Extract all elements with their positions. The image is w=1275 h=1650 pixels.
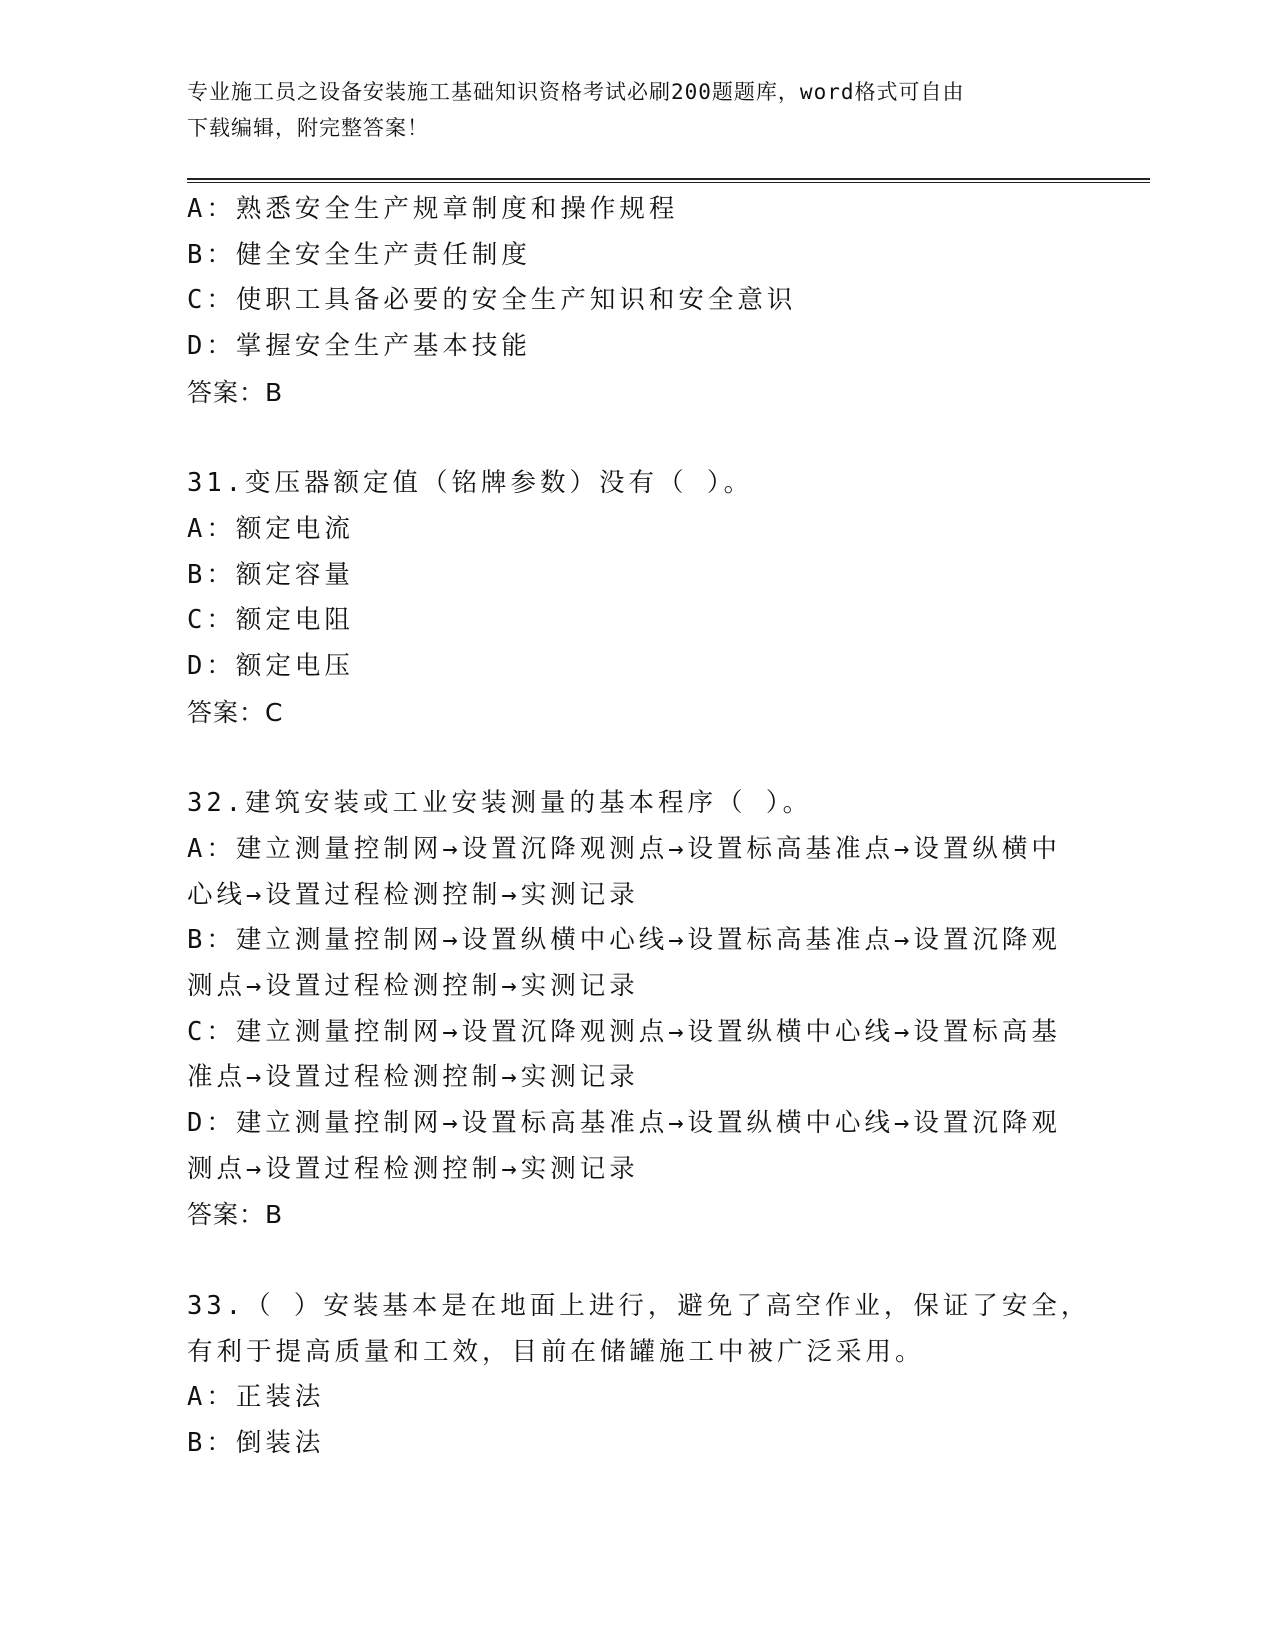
- question-text-line-1: 33.（ ）安装基本是在地面上进行，避免了高空作业，保证了安全，: [187, 1290, 1091, 1321]
- question-content: [187, 187, 1091, 1467]
- option-b-line-1: B：建立测量控制网→设置纵横中心线→设置标高基准点→设置沉降观: [187, 925, 1061, 956]
- header-line-1: 专业施工员之设备安装施工基础知识资格考试必刷200题题库，word格式可自由: [187, 80, 965, 104]
- spacer: [187, 1238, 1087, 1284]
- question-33-block: [187, 1284, 1091, 1467]
- option-a-line-1: A：建立测量控制网→设置沉降观测点→设置标高基准点→设置纵横中: [187, 833, 1061, 864]
- question-text: 32.建筑安装或工业安装测量的基本程序（ ）。: [187, 788, 813, 819]
- option-b: B：倒装法: [187, 1427, 325, 1458]
- option-d: D：掌握安全生产基本技能: [187, 331, 531, 362]
- header-divider-thick: [187, 178, 1150, 180]
- question-32-block: [187, 781, 1087, 1238]
- option-d-line-2: 测点→设置过程检测控制→实测记录: [187, 1153, 639, 1184]
- answer-text: 答案：B: [187, 1200, 284, 1230]
- option-b: [187, 918, 1087, 1009]
- question-text-line-2: 有利于提高质量和工效，目前在储罐施工中被广泛采用。: [187, 1336, 925, 1367]
- question-30-block: [187, 187, 1087, 416]
- question-31-block: [187, 461, 1087, 735]
- spacer: [187, 735, 1087, 781]
- option-c: [187, 1010, 1087, 1101]
- header-divider-thin: [187, 182, 1150, 183]
- option-b: B：额定容量: [187, 559, 354, 590]
- option-b: B：健全安全生产责任制度: [187, 239, 531, 270]
- option-c-line-2: 准点→设置过程检测控制→实测记录: [187, 1062, 639, 1093]
- option-a: A：正装法: [187, 1382, 325, 1413]
- option-a: A：熟悉安全生产规章制度和操作规程: [187, 194, 679, 224]
- option-b-line-2: 测点→设置过程检测控制→实测记录: [187, 970, 639, 1001]
- question-text: 31.变压器额定值（铭牌参数）没有（ ）。: [187, 468, 754, 499]
- answer-text: 答案：B: [187, 377, 284, 407]
- option-c: C：使职工具备必要的安全生产知识和安全意识: [187, 285, 797, 316]
- option-d: D：额定电压: [187, 651, 354, 682]
- option-c-line-1: C：建立测量控制网→设置沉降观测点→设置纵横中心线→设置标高基: [187, 1016, 1061, 1047]
- header-line-2: 下载编辑，附完整答案！: [187, 116, 429, 140]
- document-header: [187, 74, 1067, 146]
- option-a-line-2: 心线→设置过程检测控制→实测记录: [187, 879, 639, 910]
- option-d-line-1: D：建立测量控制网→设置标高基准点→设置纵横中心线→设置沉降观: [187, 1108, 1061, 1139]
- option-a: [187, 827, 1087, 918]
- answer-text: 答案：C: [187, 697, 284, 727]
- option-a: A：额定电流: [187, 513, 354, 544]
- spacer: [187, 416, 1087, 462]
- option-d: [187, 1101, 1087, 1192]
- option-c: C：额定电阻: [187, 605, 354, 636]
